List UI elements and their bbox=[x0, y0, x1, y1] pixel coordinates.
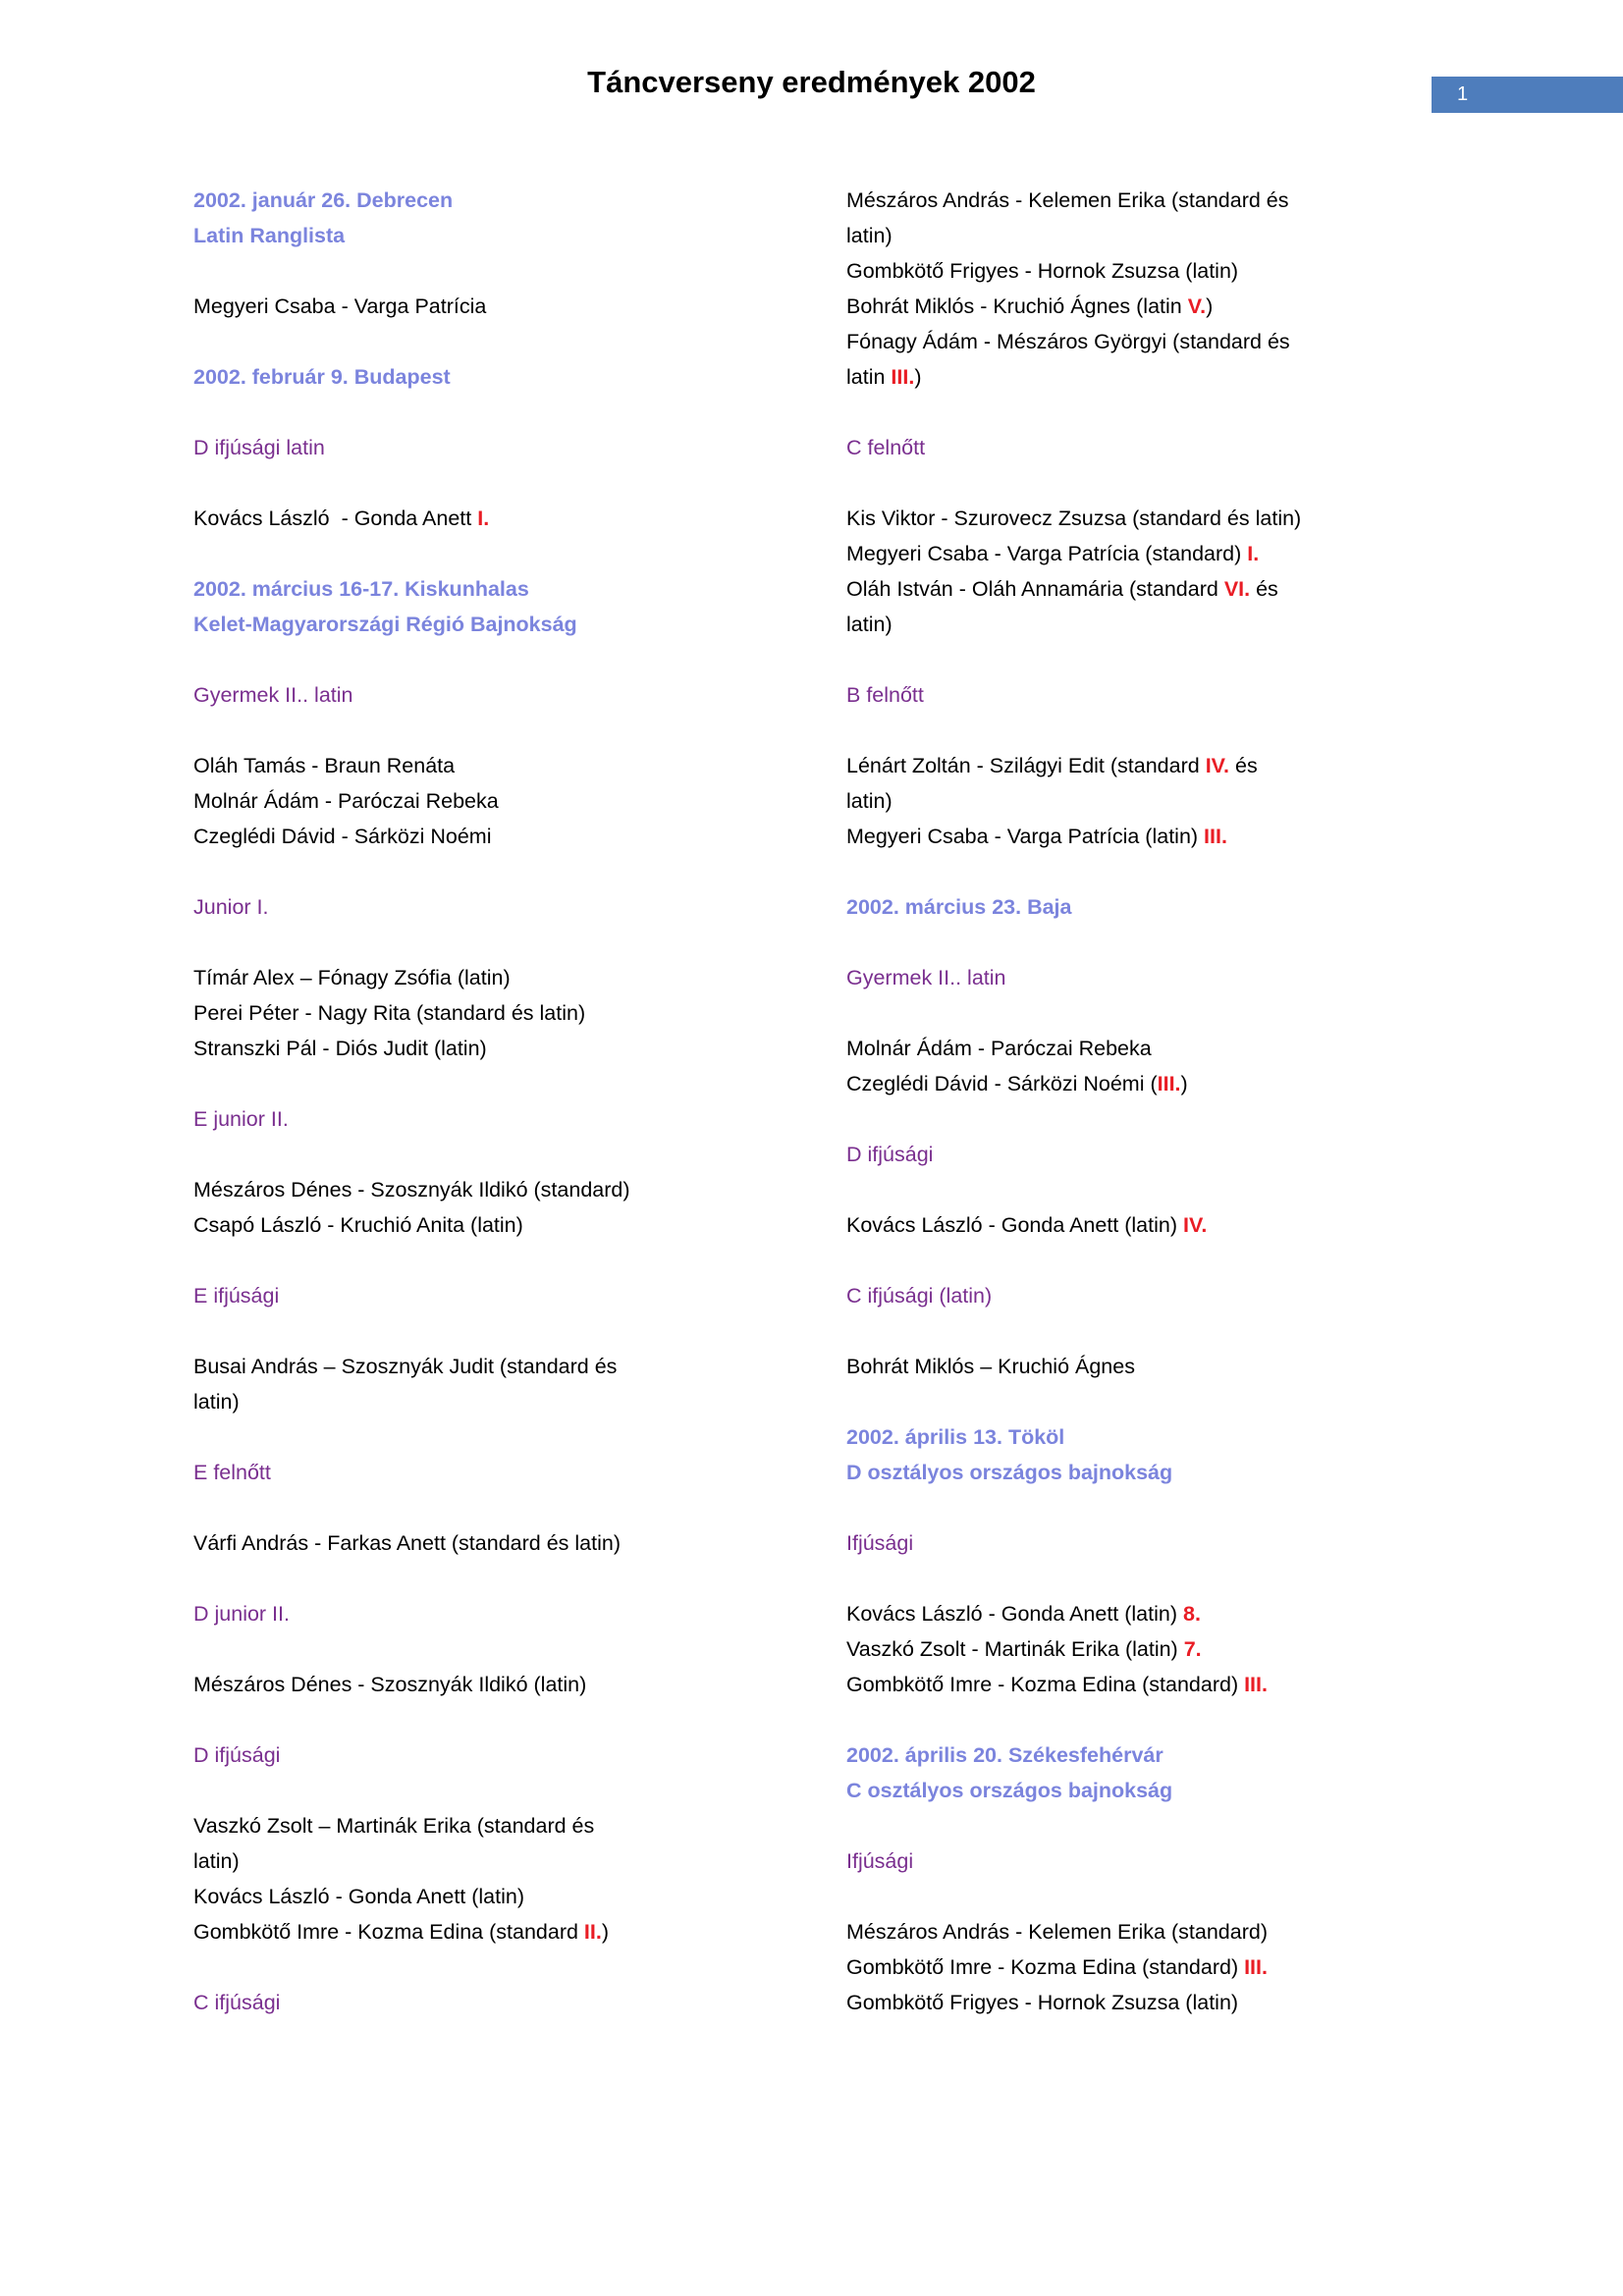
text-segment: Kis Viktor - Szurovecz Zsuzsa (standard és latin) bbox=[846, 507, 1302, 530]
text-line bbox=[846, 359, 1514, 395]
text-line bbox=[193, 1525, 822, 1561]
text-segment: Megyeri Csaba - Varga Patrícia (standard) bbox=[846, 542, 1248, 565]
text-segment: Kovács László - Gonda Anett (latin) bbox=[193, 1885, 525, 1908]
category-heading bbox=[193, 1455, 822, 1490]
category-heading bbox=[193, 1596, 822, 1631]
text-line bbox=[846, 571, 1514, 607]
result-mark: III. bbox=[891, 365, 915, 389]
text-line bbox=[846, 1207, 1514, 1243]
category-heading bbox=[193, 677, 822, 713]
text-line bbox=[193, 1879, 822, 1914]
text-segment: Kovács László - Gonda Anett (latin) bbox=[846, 1213, 1183, 1237]
result-mark: III. bbox=[1244, 1955, 1268, 1979]
text-line bbox=[846, 1066, 1514, 1101]
text-line: D ifjúsági bbox=[193, 1743, 281, 1767]
category-heading bbox=[846, 1278, 1514, 1313]
category-heading bbox=[846, 1843, 1514, 1879]
text-segment: Vaszkó Zsolt – Martinák Erika (standard és bbox=[193, 1814, 595, 1838]
category-heading bbox=[846, 430, 1514, 465]
entry-paragraph bbox=[193, 1525, 822, 1561]
date-heading bbox=[846, 1737, 1514, 1808]
entry-paragraph bbox=[193, 960, 822, 1066]
category-heading bbox=[193, 889, 822, 925]
result-mark: VI. bbox=[1223, 577, 1251, 601]
text-line bbox=[846, 1914, 1514, 1949]
text-line bbox=[193, 1207, 822, 1243]
entry-paragraph bbox=[193, 1172, 822, 1243]
text-segment: Fónagy Ádám - Mészáros Györgyi (standard és bbox=[846, 330, 1290, 353]
category-heading bbox=[193, 1737, 822, 1773]
text-line: 2002. február 9. Budapest bbox=[193, 365, 451, 389]
result-mark: I. bbox=[1247, 542, 1260, 565]
entry-paragraph bbox=[193, 1667, 822, 1702]
text-line: 2002. április 13. Tököl bbox=[846, 1425, 1065, 1449]
text-line bbox=[193, 1808, 822, 1843]
text-line bbox=[846, 501, 1514, 536]
text-segment: Oláh Tamás - Braun Renáta bbox=[193, 754, 456, 777]
category-heading bbox=[193, 430, 822, 465]
date-heading bbox=[846, 1419, 1514, 1490]
text-line bbox=[846, 253, 1514, 289]
text-line: 2002. március 16-17. Kiskunhalas bbox=[193, 577, 529, 601]
category-heading bbox=[846, 1137, 1514, 1172]
result-mark: IV. bbox=[1205, 754, 1230, 777]
date-heading bbox=[193, 571, 822, 642]
text-line bbox=[193, 1031, 822, 1066]
text-line: D ifjúsági bbox=[846, 1143, 934, 1166]
entry-paragraph bbox=[193, 501, 822, 536]
result-mark: III. bbox=[1204, 825, 1227, 848]
text-segment: és bbox=[1250, 577, 1278, 601]
result-mark: IV. bbox=[1182, 1213, 1208, 1237]
text-segment: Megyeri Csaba - Varga Patrícia bbox=[193, 294, 487, 318]
entry-paragraph bbox=[193, 1808, 822, 1949]
column-left bbox=[193, 183, 822, 2056]
text-segment: Perei Péter - Nagy Rita (standard és latin) bbox=[193, 1001, 586, 1025]
text-line bbox=[193, 1843, 822, 1879]
text-line bbox=[846, 536, 1514, 571]
text-line bbox=[193, 748, 822, 783]
text-line bbox=[193, 960, 822, 995]
text-segment: ) bbox=[601, 1920, 610, 1944]
text-segment: Gombkötő Imre - Kozma Edina (standard bbox=[193, 1920, 584, 1944]
text-segment: Bohrát Miklós – Kruchió Ágnes bbox=[846, 1355, 1135, 1378]
text-line: 2002. január 26. Debrecen bbox=[193, 188, 454, 212]
page-number-box bbox=[1432, 77, 1623, 113]
page-title: Táncverseny eredmények 2002 bbox=[587, 65, 1036, 99]
text-line: Junior I. bbox=[193, 895, 269, 919]
text-segment: Mészáros András - Kelemen Erika (standard) bbox=[846, 1920, 1268, 1944]
entry-paragraph bbox=[846, 1207, 1514, 1243]
text-line bbox=[846, 1596, 1514, 1631]
category-heading bbox=[846, 1525, 1514, 1561]
text-segment: latin) bbox=[846, 224, 893, 247]
text-line bbox=[846, 783, 1514, 819]
entry-paragraph bbox=[193, 289, 822, 324]
text-segment: Czeglédi Dávid - Sárközi Noémi ( bbox=[846, 1072, 1158, 1095]
text-line: 2002. április 20. Székesfehérvár bbox=[846, 1743, 1163, 1767]
text-line bbox=[193, 819, 822, 854]
text-line bbox=[193, 995, 822, 1031]
text-line bbox=[193, 1914, 822, 1949]
text-segment: latin bbox=[846, 365, 892, 389]
text-segment: latin) bbox=[846, 789, 893, 813]
text-line bbox=[193, 1349, 822, 1384]
text-line bbox=[846, 1985, 1514, 2020]
text-line bbox=[846, 289, 1514, 324]
text-line: D junior II. bbox=[193, 1602, 290, 1626]
text-segment: ) bbox=[914, 365, 922, 389]
result-mark: 8. bbox=[1182, 1602, 1201, 1626]
date-heading bbox=[193, 359, 822, 395]
text-line: E junior II. bbox=[193, 1107, 289, 1131]
text-line bbox=[846, 1349, 1514, 1384]
result-mark: II. bbox=[583, 1920, 602, 1944]
text-line: Latin Ranglista bbox=[193, 224, 346, 247]
text-line bbox=[846, 1031, 1514, 1066]
text-line bbox=[846, 218, 1514, 253]
result-mark: I. bbox=[477, 507, 490, 530]
text-segment: Vaszkó Zsolt - Martinák Erika (latin) bbox=[846, 1637, 1184, 1661]
text-line bbox=[193, 783, 822, 819]
text-segment: Molnár Ádám - Paróczai Rebeka bbox=[846, 1037, 1152, 1060]
text-line bbox=[846, 607, 1514, 642]
text-line bbox=[846, 748, 1514, 783]
text-segment: Csapó László - Kruchió Anita (latin) bbox=[193, 1213, 523, 1237]
entry-paragraph bbox=[846, 1914, 1514, 2020]
result-mark: 7. bbox=[1183, 1637, 1202, 1661]
text-segment: Gombkötő Frigyes - Hornok Zsuzsa (latin) bbox=[846, 259, 1239, 283]
text-line: C osztályos országos bajnokság bbox=[846, 1779, 1173, 1802]
text-segment: Tímár Alex – Fónagy Zsófia (latin) bbox=[193, 966, 511, 989]
date-heading bbox=[846, 889, 1514, 925]
text-line bbox=[193, 1172, 822, 1207]
category-heading bbox=[193, 1985, 822, 2020]
column-right bbox=[846, 183, 1514, 2056]
text-line: Ifjúsági bbox=[846, 1531, 914, 1555]
text-segment: ) bbox=[1206, 294, 1214, 318]
text-segment: Mészáros Dénes - Szosznyák Ildikó (latin) bbox=[193, 1673, 587, 1696]
result-mark: III. bbox=[1244, 1673, 1268, 1696]
text-line: D osztályos országos bajnokság bbox=[846, 1461, 1173, 1484]
entry-paragraph bbox=[846, 183, 1514, 395]
text-line bbox=[193, 1384, 822, 1419]
entry-paragraph bbox=[193, 748, 822, 854]
text-line: C ifjúsági (latin) bbox=[846, 1284, 993, 1308]
text-segment: Mészáros András - Kelemen Erika (standard és bbox=[846, 188, 1289, 212]
text-segment: Czeglédi Dávid - Sárközi Noémi bbox=[193, 825, 492, 848]
category-heading bbox=[846, 677, 1514, 713]
text-line bbox=[846, 324, 1514, 359]
text-line: C ifjúsági bbox=[193, 1991, 281, 2014]
text-line bbox=[193, 289, 822, 324]
text-segment: és bbox=[1229, 754, 1258, 777]
text-line bbox=[193, 1667, 822, 1702]
page-number: 1 bbox=[1457, 83, 1469, 105]
text-segment: Kovács László - Gonda Anett (latin) bbox=[846, 1602, 1183, 1626]
text-line: D ifjúsági latin bbox=[193, 436, 325, 459]
text-segment: Molnár Ádám - Paróczai Rebeka bbox=[193, 789, 499, 813]
text-line: C felnőtt bbox=[846, 436, 926, 459]
category-heading bbox=[193, 1278, 822, 1313]
text-line: 2002. március 23. Baja bbox=[846, 895, 1072, 919]
entry-paragraph bbox=[193, 1349, 822, 1419]
text-segment: Gombkötő Imre - Kozma Edina (standard) bbox=[846, 1955, 1245, 1979]
text-line: Gyermek II.. latin bbox=[193, 683, 353, 707]
result-mark: V. bbox=[1187, 294, 1207, 318]
text-segment: Mészáros Dénes - Szosznyák Ildikó (standard) bbox=[193, 1178, 630, 1201]
text-segment: ) bbox=[1180, 1072, 1188, 1095]
text-line: B felnőtt bbox=[846, 683, 924, 707]
text-segment: Lénárt Zoltán - Szilágyi Edit (standard bbox=[846, 754, 1206, 777]
text-line: E felnőtt bbox=[193, 1461, 271, 1484]
entry-paragraph bbox=[846, 1349, 1514, 1384]
text-line bbox=[846, 1949, 1514, 1985]
text-line: Ifjúsági bbox=[846, 1849, 914, 1873]
entry-paragraph bbox=[846, 1596, 1514, 1702]
result-mark: III. bbox=[1157, 1072, 1181, 1095]
entry-paragraph bbox=[846, 501, 1514, 642]
text-segment: latin) bbox=[193, 1849, 240, 1873]
text-segment: latin) bbox=[193, 1390, 240, 1414]
text-segment: Busai András – Szosznyák Judit (standard és bbox=[193, 1355, 618, 1378]
text-segment: Oláh István - Oláh Annamária (standard bbox=[846, 577, 1224, 601]
entry-paragraph bbox=[846, 748, 1514, 854]
category-heading bbox=[846, 960, 1514, 995]
text-segment: latin) bbox=[846, 613, 893, 636]
text-segment: Stranszki Pál - Diós Judit (latin) bbox=[193, 1037, 487, 1060]
text-line: Gyermek II.. latin bbox=[846, 966, 1006, 989]
text-line bbox=[846, 819, 1514, 854]
text-segment: Gombkötő Imre - Kozma Edina (standard) bbox=[846, 1673, 1245, 1696]
text-segment: Várfi András - Farkas Anett (standard és latin) bbox=[193, 1531, 621, 1555]
text-line bbox=[193, 501, 822, 536]
category-heading bbox=[193, 1101, 822, 1137]
text-segment: Gombkötő Frigyes - Hornok Zsuzsa (latin) bbox=[846, 1991, 1239, 2014]
text-line: E ifjúsági bbox=[193, 1284, 280, 1308]
text-segment: Megyeri Csaba - Varga Patrícia (latin) bbox=[846, 825, 1205, 848]
entry-paragraph bbox=[846, 1031, 1514, 1101]
text-line bbox=[846, 1631, 1514, 1667]
text-segment: Kovács László - Gonda Anett bbox=[193, 507, 478, 530]
text-segment: Bohrát Miklós - Kruchió Ágnes (latin bbox=[846, 294, 1188, 318]
text-line bbox=[846, 183, 1514, 218]
text-line bbox=[846, 1667, 1514, 1702]
text-line: Kelet-Magyarországi Régió Bajnokság bbox=[193, 613, 577, 636]
date-heading bbox=[193, 183, 822, 253]
